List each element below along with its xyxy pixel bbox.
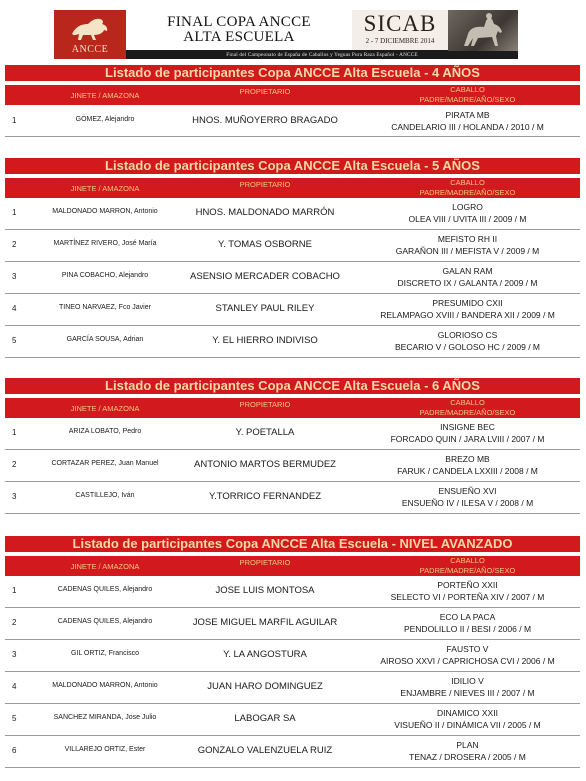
horse-lineage: PENDOLILLO II / BESI / 2006 / M — [403, 624, 532, 634]
rider-name: ARIZA LOBATO, Pedro — [68, 428, 142, 435]
table-row — [5, 736, 580, 768]
rider-name: CASTILLEJO, Iván — [75, 492, 135, 499]
horse-lineage: OLEA VIII / UVITA III / 2009 / M — [408, 214, 527, 224]
rider-name: CORTAZAR PEREZ, Juan Manuel — [51, 460, 159, 467]
table-row — [5, 704, 580, 736]
header-caballo-line1: CABALLO — [450, 556, 485, 565]
owner-name: ANTONIO MARTOS BERMUDEZ — [194, 459, 336, 470]
horse-name: PRESUMIDO CXII — [432, 298, 503, 308]
rider-name: TINEO NARVAEZ, Fco Javier — [59, 304, 151, 311]
table-row — [5, 482, 580, 514]
header-caballo-line1: CABALLO — [450, 178, 485, 187]
table-row — [5, 294, 580, 326]
horse-name: GLORIOSO CS — [437, 330, 498, 340]
table-row — [5, 262, 580, 294]
horse-name: DINAMICO XXII — [437, 708, 498, 718]
header-jinete: JINETE / AMAZONA — [70, 91, 140, 100]
row-number: 3 — [12, 272, 17, 281]
rider-name: PINA COBACHO, Alejandro — [61, 272, 149, 279]
banner-subtitle: Final del Campeonato de España de Caballos y Yeguas Pura Raza Español - ANCCE — [226, 52, 418, 58]
rider-name: GIL ORTIZ, Francisco — [70, 650, 140, 657]
section-4-anos — [5, 65, 580, 137]
section-title: Listado de participantes Copa ANCCE Alta Escuela - 4 AÑOS — [5, 65, 580, 81]
ancce-logo — [54, 10, 126, 59]
horse-name: PIRATA MB — [445, 110, 490, 120]
rider-name: MALDONADO MARRON, Antonio — [52, 682, 158, 689]
owner-name: Y. LA ANGOSTURA — [223, 649, 307, 660]
row-number: 5 — [12, 714, 17, 723]
table-row — [5, 450, 580, 482]
section-5-anos — [5, 158, 580, 358]
header-caballo-line2: PADRE/MADRE/AÑO/SEXO — [419, 408, 516, 417]
banner-title-line2: ALTA ESCUELA — [183, 29, 295, 45]
table-row — [5, 198, 580, 230]
row-number: 1 — [12, 208, 17, 217]
header-propietario: PROPIETARIO — [239, 558, 291, 567]
horse-lineage: TENAZ / DROSERA / 2005 / M — [409, 752, 526, 762]
row-number: 1 — [12, 116, 17, 125]
rider-silhouette-icon — [456, 12, 512, 50]
banner-title — [126, 10, 352, 50]
section-title: Listado de participantes Copa ANCCE Alta Escuela - 6 AÑOS — [5, 378, 580, 394]
column-header — [5, 178, 580, 198]
horse-lineage: ENSUEÑO IV / ILESA V / 2008 / M — [401, 498, 534, 508]
rider-name: CADENAS QUILES, Alejandro — [57, 586, 153, 593]
horse-lineage: FARUK / CANDELA LXXIII / 2008 / M — [397, 466, 538, 476]
header-caballo-line1: CABALLO — [450, 85, 485, 94]
row-number: 3 — [12, 650, 17, 659]
horse-name: GALAN RAM — [442, 266, 493, 276]
header-propietario: PROPIETARIO — [239, 87, 291, 96]
horse-name: ENSUEÑO XVI — [438, 486, 497, 496]
horse-lineage: RELAMPAGO XVIII / BANDERA XII / 2009 / M — [380, 310, 555, 320]
horse-lineage: GARAÑON III / MEFISTA V / 2009 / M — [395, 246, 540, 256]
banner-title-line1: FINAL COPA ANCCE — [167, 14, 311, 30]
horse-lineage: CANDELARIO III / HOLANDA / 2010 / M — [391, 122, 544, 132]
header-caballo — [355, 85, 580, 105]
row-number: 2 — [12, 240, 17, 249]
horse-name: PORTEÑO XXII — [437, 580, 498, 590]
owner-name: LABOGAR SA — [234, 713, 296, 724]
table-row — [5, 230, 580, 262]
horse-icon — [66, 14, 114, 42]
table-row — [5, 576, 580, 608]
sicab-logo-dates: 2 - 7 DICIEMBRE 2014 — [365, 37, 435, 45]
horse-lineage: BECARIO V / GOLOSO HC / 2009 / M — [394, 342, 540, 352]
horse-name: LOGRO — [452, 202, 483, 212]
owner-name: Y. POETALLA — [235, 427, 295, 438]
rider-name: MARTÍNEZ RIVERO, José María — [53, 240, 157, 247]
table-row — [5, 672, 580, 704]
ancce-logo-text: ANCCE — [71, 44, 109, 55]
header-caballo — [355, 556, 580, 576]
column-header — [5, 85, 580, 105]
horse-lineage: AIROSO XXVI / CAPRICHOSA CVI / 2006 / M — [380, 656, 555, 666]
row-number: 4 — [12, 682, 17, 691]
section-6-anos — [5, 378, 580, 514]
column-header — [5, 398, 580, 418]
owner-name: STANLEY PAUL RILEY — [215, 303, 315, 314]
header-banner — [54, 10, 518, 59]
row-number: 1 — [12, 428, 17, 437]
horse-name: BREZO MB — [445, 454, 490, 464]
owner-name: ASENSIO MERCADER COBACHO — [190, 271, 340, 282]
table-row — [5, 640, 580, 672]
header-jinete: JINETE / AMAZONA — [70, 562, 140, 571]
header-propietario: PROPIETARIO — [239, 400, 291, 409]
owner-name: GONZALO VALENZUELA RUIZ — [197, 745, 333, 756]
horse-lineage: SELECTO VI / PORTEÑA XIV / 2007 / M — [390, 592, 545, 602]
table-row — [5, 418, 580, 450]
rider-name: VILLAREJO ORTIZ, Ester — [64, 746, 146, 753]
horse-name: MEFISTO RH II — [437, 234, 498, 244]
horse-name: ECO LA PACA — [439, 612, 496, 622]
header-caballo-line2: PADRE/MADRE/AÑO/SEXO — [419, 566, 516, 575]
rider-photo — [448, 10, 518, 51]
owner-name: Y. EL HIERRO INDIVISO — [212, 335, 318, 346]
section-nivel-avanzado — [5, 536, 580, 768]
row-number: 5 — [12, 336, 17, 345]
header-jinete: JINETE / AMAZONA — [70, 404, 140, 413]
owner-name: HNOS. MALDONADO MARRÓN — [195, 207, 335, 218]
owner-name: JOSE LUIS MONTOSA — [215, 585, 315, 596]
header-caballo-line2: PADRE/MADRE/AÑO/SEXO — [419, 95, 516, 104]
header-caballo — [355, 398, 580, 418]
header-caballo — [355, 178, 580, 198]
row-number: 1 — [12, 586, 17, 595]
table-row — [5, 105, 580, 137]
rider-name: GÓMEZ, Alejandro — [75, 116, 135, 123]
table-row — [5, 608, 580, 640]
row-number: 3 — [12, 492, 17, 501]
rider-name: MALDONADO MARRON, Antonio — [52, 208, 158, 215]
row-number: 4 — [12, 304, 17, 313]
row-number: 6 — [12, 746, 17, 755]
owner-name: JOSE MIGUEL MARFIL AGUILAR — [192, 617, 338, 628]
horse-name: INSIGNE BEC — [440, 422, 495, 432]
section-title: Listado de participantes Copa ANCCE Alta Escuela - NIVEL AVANZADO — [5, 536, 580, 552]
horse-lineage: DISCRETO IX / GALANTA / 2009 / M — [397, 278, 538, 288]
header-jinete: JINETE / AMAZONA — [70, 184, 140, 193]
column-header — [5, 556, 580, 576]
owner-name: HNOS. MUÑOYERRO BRAGADO — [192, 115, 338, 126]
rider-name: SANCHEZ MIRANDA, Jose Julio — [53, 714, 157, 721]
header-propietario: PROPIETARIO — [239, 180, 291, 189]
owner-name: JUAN HARO DOMINGUEZ — [207, 681, 323, 692]
rider-name: CADENAS QUILES, Alejandro — [57, 618, 153, 625]
owner-name: Y. TOMAS OSBORNE — [218, 239, 312, 250]
sicab-logo-word: SICAB — [363, 11, 437, 36]
table-row — [5, 326, 580, 358]
sicab-logo — [352, 10, 448, 50]
owner-name: Y.TORRICO FERNANDEZ — [208, 491, 322, 502]
horse-name: PLAN — [456, 740, 479, 750]
row-number: 2 — [12, 618, 17, 627]
row-number: 2 — [12, 460, 17, 469]
horse-lineage: VISUEÑO II / DINÁMICA VII / 2005 / M — [394, 720, 541, 730]
horse-lineage: FORCADO QUIN / JARA LVIII / 2007 / M — [390, 434, 545, 444]
horse-name: IDILIO V — [451, 676, 484, 686]
horse-lineage: ENJAMBRE / NIEVES III / 2007 / M — [400, 688, 535, 698]
section-title: Listado de participantes Copa ANCCE Alta Escuela - 5 AÑOS — [5, 158, 580, 174]
header-caballo-line1: CABALLO — [450, 398, 485, 407]
horse-name: FAUSTO V — [446, 644, 489, 654]
rider-name: GARCÍA SOUSA, Adrian — [66, 336, 144, 343]
header-caballo-line2: PADRE/MADRE/AÑO/SEXO — [419, 188, 516, 197]
